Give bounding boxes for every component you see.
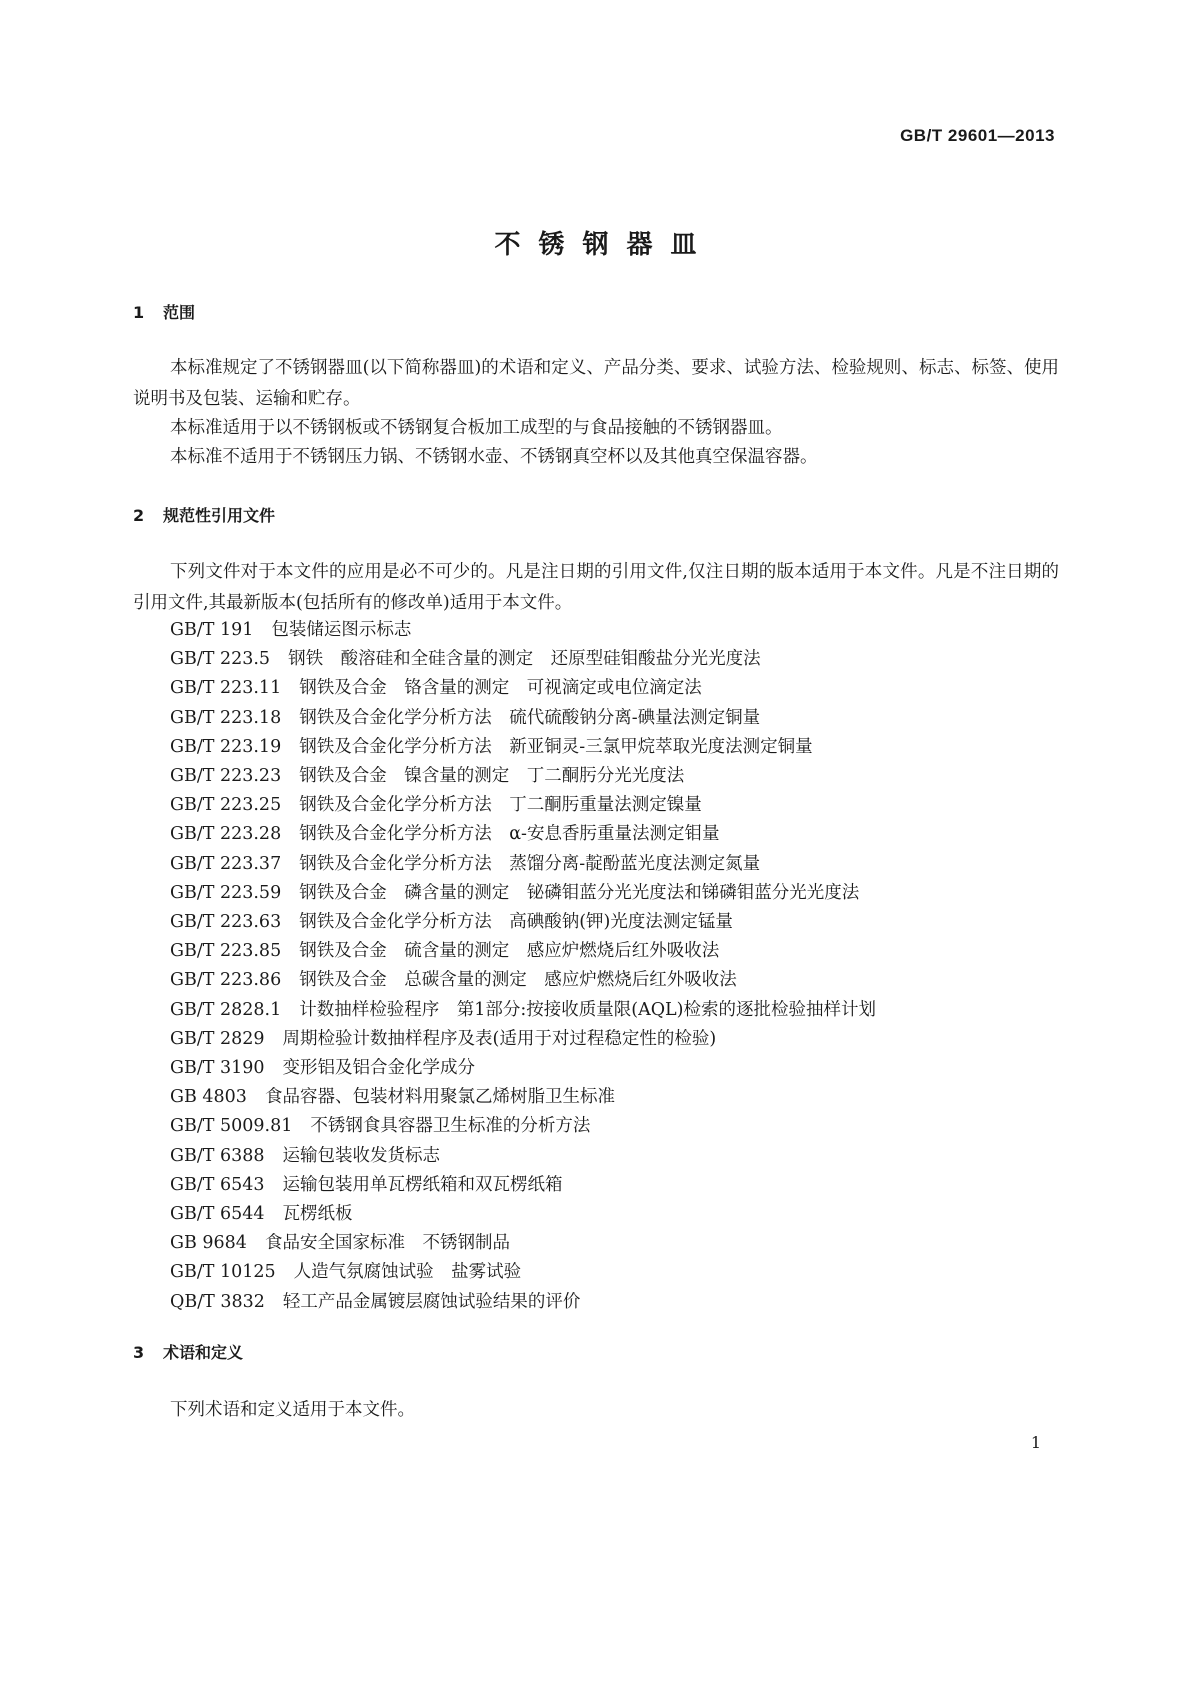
section-1-number: 1 — [133, 303, 145, 322]
reference-code: GB/T 223.5 — [170, 649, 271, 670]
reference-title: 食品安全国家标准 不锈钢制品 — [264, 1233, 510, 1254]
reference-title: 周期检验计数抽样程序及表(适用于对过程稳定性的检验) — [282, 1028, 717, 1049]
reference-code: GB/T 6544 — [170, 1204, 265, 1225]
reference-title: 变形铝及铝合金化学成分 — [282, 1058, 476, 1079]
reference-code: GB/T 2829 — [170, 1028, 265, 1049]
reference-item — [170, 1112, 876, 1141]
reference-item — [170, 1171, 876, 1200]
reference-list — [170, 616, 876, 1317]
reference-code: GB/T 10125 — [170, 1262, 276, 1283]
reference-item — [170, 908, 876, 937]
reference-title: 钢铁及合金 硫含量的测定 感应炉燃烧后红外吸收法 — [299, 941, 720, 962]
reference-code: GB 9684 — [170, 1233, 247, 1254]
reference-code: QB/T 3832 — [170, 1291, 265, 1312]
reference-title: 钢铁 酸溶硅和全硅含量的测定 还原型硅钼酸盐分光光度法 — [288, 649, 761, 670]
reference-item — [170, 704, 876, 733]
reference-item — [170, 1229, 876, 1258]
reference-code: GB/T 2828.1 — [170, 999, 282, 1020]
section-3-title: 术语和定义 — [163, 1343, 244, 1362]
reference-item — [170, 674, 876, 703]
reference-title: 钢铁及合金化学分析方法 新亚铜灵-三氯甲烷萃取光度法测定铜量 — [299, 736, 813, 757]
reference-code: GB/T 5009.81 — [170, 1116, 293, 1137]
reference-item — [170, 850, 876, 879]
reference-code: GB/T 223.18 — [170, 707, 282, 728]
standard-code: GB/T 29601—2013 — [900, 126, 1055, 145]
reference-item — [170, 1054, 876, 1083]
reference-title: 食品容器、包装材料用聚氯乙烯树脂卫生标准 — [264, 1087, 615, 1108]
reference-title: 钢铁及合金 铬含量的测定 可视滴定或电位滴定法 — [299, 678, 702, 699]
reference-title: 钢铁及合金化学分析方法 蒸馏分离-靛酚蓝光度法测定氮量 — [299, 853, 761, 874]
reference-title: 包装储运图示标志 — [271, 620, 412, 640]
reference-item — [170, 879, 876, 908]
reference-item — [170, 645, 876, 674]
scope-paragraph-3: 本标准不适用于不锈钢压力锅、不锈钢水壶、不锈钢真空杯以及其他真空保温容器。 — [170, 447, 818, 467]
document-title: 不锈钢器皿 — [494, 230, 715, 260]
reference-code: GB/T 223.37 — [170, 853, 282, 874]
reference-item — [170, 1083, 876, 1112]
reference-item — [170, 733, 876, 762]
reference-code: GB/T 6543 — [170, 1174, 265, 1195]
reference-code: GB/T 223.25 — [170, 795, 282, 816]
section-2-number: 2 — [133, 506, 145, 525]
section-2-heading — [133, 503, 275, 526]
reference-title: 人造气氛腐蚀试验 盐雾试验 — [293, 1262, 522, 1283]
reference-code: GB/T 191 — [170, 620, 254, 640]
reference-title: 钢铁及合金化学分析方法 高碘酸钠(钾)光度法测定锰量 — [299, 912, 733, 933]
reference-code: GB/T 223.11 — [170, 678, 282, 699]
reference-title: 运输包装收发货标志 — [282, 1145, 441, 1166]
reference-title: 钢铁及合金 总碳含量的测定 感应炉燃烧后红外吸收法 — [299, 970, 737, 991]
scope-paragraph-2: 本标准适用于以不锈钢板或不锈钢复合板加工成型的与食品接触的不锈钢器皿。 — [170, 418, 783, 438]
reference-code: GB/T 223.85 — [170, 941, 282, 962]
reference-item — [170, 791, 876, 820]
references-intro: 下列文件对于本文件的应用是必不可少的。凡是注日期的引用文件,仅注日期的版本适用于本文件。凡是不注日期的引用文件,其最新版本(包括所有的修改单)适用于本文件。 — [133, 562, 1059, 613]
reference-item — [170, 1258, 876, 1287]
reference-title: 计数抽样检验程序 第1部分:按接收质量限(AQL)检索的逐批检验抽样计划 — [299, 999, 877, 1020]
reference-title: 钢铁及合金化学分析方法 硫代硫酸钠分离-碘量法测定铜量 — [299, 707, 761, 728]
reference-title: 轻工产品金属镀层腐蚀试验结果的评价 — [282, 1291, 581, 1312]
reference-title: 瓦楞纸板 — [282, 1204, 353, 1225]
reference-item — [170, 762, 876, 791]
section-2-title: 规范性引用文件 — [163, 506, 276, 525]
section-2-body — [133, 557, 1059, 619]
reference-title: 运输包装用单瓦楞纸箱和双瓦楞纸箱 — [282, 1174, 563, 1195]
reference-code: GB/T 223.63 — [170, 912, 282, 933]
reference-code: GB/T 223.86 — [170, 970, 282, 991]
reference-item — [170, 1288, 876, 1317]
reference-title: 钢铁及合金化学分析方法 丁二酮肟重量法测定镍量 — [299, 795, 702, 816]
reference-code: GB 4803 — [170, 1087, 247, 1108]
reference-code: GB/T 223.19 — [170, 736, 282, 757]
reference-title: 不锈钢食具容器卫生标准的分析方法 — [310, 1116, 591, 1137]
reference-title: 钢铁及合金 磷含量的测定 铋磷钼蓝分光光度法和锑磷钼蓝分光光度法 — [299, 882, 860, 903]
reference-item — [170, 820, 876, 849]
reference-item — [170, 1142, 876, 1171]
reference-item — [170, 966, 876, 995]
reference-item — [170, 996, 876, 1025]
section-3-number: 3 — [133, 1343, 145, 1362]
section-3-heading — [133, 1340, 243, 1363]
reference-item — [170, 616, 876, 645]
reference-code: GB/T 223.59 — [170, 882, 282, 903]
reference-code: GB/T 3190 — [170, 1058, 265, 1079]
reference-item — [170, 1200, 876, 1229]
section-1-body — [133, 353, 1059, 473]
reference-item — [170, 937, 876, 966]
reference-code: GB/T 6388 — [170, 1145, 265, 1166]
reference-code: GB/T 223.28 — [170, 824, 282, 845]
reference-item — [170, 1025, 876, 1054]
scope-paragraph-1: 本标准规定了不锈钢器皿(以下简称器皿)的术语和定义、产品分类、要求、试验方法、检验规则、标志、标签、使用说明书及包装、运输和贮存。 — [133, 358, 1059, 409]
reference-title: 钢铁及合金化学分析方法 α-安息香肟重量法测定钼量 — [299, 824, 720, 845]
terms-intro: 下列术语和定义适用于本文件。 — [170, 1400, 415, 1420]
reference-title: 钢铁及合金 镍含量的测定 丁二酮肟分光光度法 — [299, 766, 685, 787]
page-number: 1 — [1030, 1433, 1041, 1452]
section-1-title: 范围 — [163, 303, 196, 322]
section-1-heading — [133, 300, 195, 323]
reference-code: GB/T 223.23 — [170, 766, 282, 787]
section-3-body — [133, 1395, 1059, 1426]
